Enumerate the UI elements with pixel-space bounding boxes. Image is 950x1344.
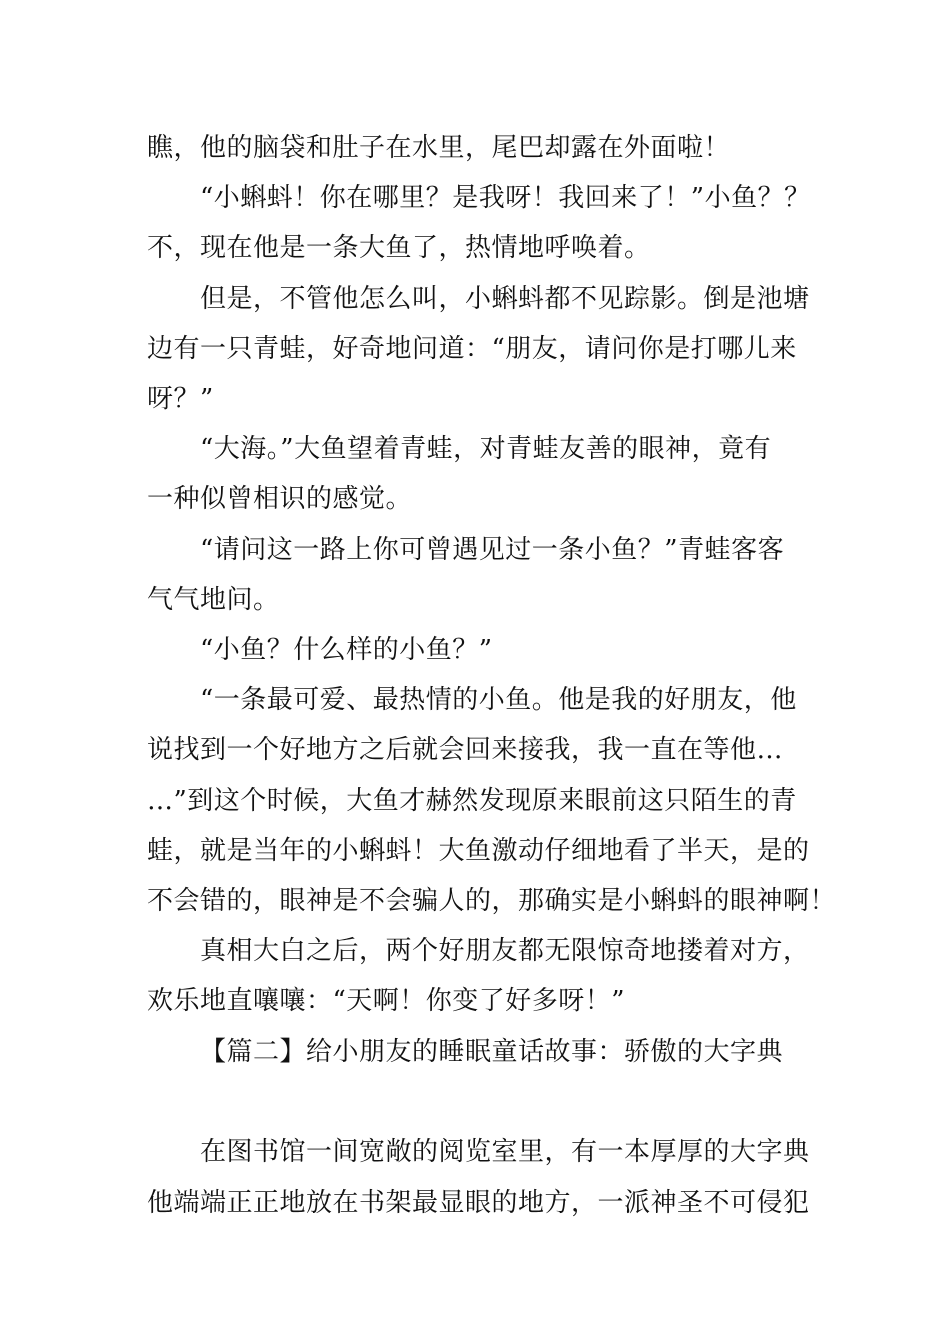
- text-line: “大海。”大鱼望着青蛙，对青蛙友善的眼神，竟有: [200, 434, 772, 464]
- text-line: 他端端正正地放在书架最显眼的地方，一派神圣不可侵犯: [147, 1188, 810, 1218]
- text-line: 但是，不管他怎么叫，小蝌蚪都不见踪影。倒是池塘: [200, 284, 810, 314]
- text-line: 不，现在他是一条大鱼了，热情地呼唤着。: [147, 233, 651, 263]
- text-line: 说找到一个好地方之后就会回来接我，我一直在等他…: [147, 735, 784, 765]
- text-line: 不会错的，眼神是不会骗人的，那确实是小蝌蚪的眼神啊！: [147, 886, 837, 916]
- text-line: 边有一只青蛙，好奇地问道：“朋友，请问你是打哪儿来: [147, 334, 797, 364]
- text-line: 气气地问。: [147, 585, 280, 615]
- text-line: 一种似曾相识的感觉。: [147, 484, 413, 514]
- text-line: 欢乐地直嚷嚷：“天啊！你变了好多呀！”: [147, 986, 626, 1016]
- text-line: 真相大白之后，两个好朋友都无限惊奇地搂着对方，: [200, 936, 810, 966]
- section-heading: 【篇二】给小朋友的睡眠童话故事：骄傲的大字典: [200, 1037, 784, 1067]
- text-line: 瞧，他的脑袋和肚子在水里，尾巴却露在外面啦！: [147, 133, 731, 163]
- text-line: 在图书馆一间宽敞的阅览室里，有一本厚厚的大字典: [200, 1137, 810, 1167]
- text-line: “小蝌蚪！你在哪里？是我呀！我回来了！”小鱼？？: [200, 183, 811, 213]
- text-line: “请问这一路上你可曾遇见过一条小鱼？”青蛙客客: [200, 535, 785, 565]
- text-line: 呀？”: [147, 384, 214, 414]
- text-line: “小鱼？什么样的小鱼？”: [200, 635, 493, 665]
- text-line: “一条最可爱、最热情的小鱼。他是我的好朋友，他: [200, 685, 797, 715]
- text-line: 蛙，就是当年的小蝌蚪！大鱼激动仔细地看了半天，是的: [147, 836, 810, 866]
- text-line: …”到这个时候，大鱼才赫然发现原来眼前这只陌生的青: [147, 786, 797, 816]
